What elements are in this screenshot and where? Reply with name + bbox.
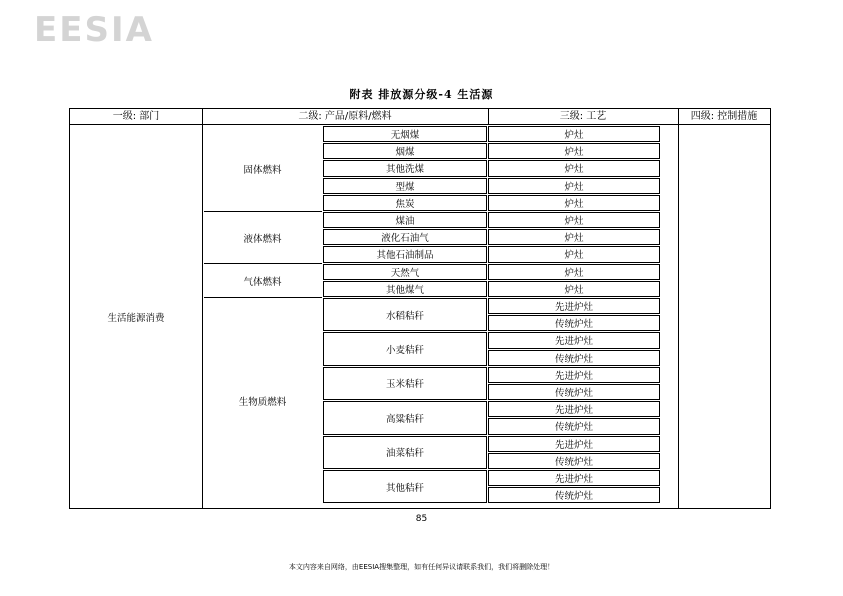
header-level3: 三级: 工艺 — [488, 109, 678, 125]
item-cell: 油菜秸秆 — [323, 436, 487, 469]
eesia-logo: EESIA — [34, 10, 154, 50]
page-title: 附表 排放源分级-4 生活源 — [349, 88, 494, 101]
process-cell: 先进炉灶 — [488, 298, 660, 314]
process-cell: 先进炉灶 — [488, 367, 660, 383]
header-divider — [488, 109, 489, 125]
process-cell: 炉灶 — [488, 178, 660, 194]
item-cell: 水稻秸秆 — [323, 298, 487, 331]
process-cell: 传统炉灶 — [488, 487, 660, 503]
process-cell: 炉灶 — [488, 229, 660, 245]
item-cell: 煤油 — [323, 212, 487, 228]
process-cell: 先进炉灶 — [488, 332, 660, 348]
process-cell: 先进炉灶 — [488, 436, 660, 452]
process-cell: 传统炉灶 — [488, 350, 660, 366]
header-divider — [202, 109, 203, 125]
header-level4: 四级: 控制措施 — [678, 109, 770, 125]
process-cell: 炉灶 — [488, 160, 660, 176]
group-label: 生物质燃料 — [238, 397, 287, 409]
process-cell: 炉灶 — [488, 246, 660, 262]
process-cell: 炉灶 — [488, 126, 660, 142]
process-cell: 炉灶 — [488, 264, 660, 280]
group-label: 气体燃料 — [243, 276, 282, 288]
column-divider — [202, 125, 203, 508]
header-level2: 二级: 产品/原料/燃料 — [202, 109, 488, 125]
process-cell: 先进炉灶 — [488, 401, 660, 417]
item-cell: 其他石油制品 — [323, 246, 487, 262]
item-cell: 玉米秸秆 — [323, 367, 487, 400]
item-cell: 型煤 — [323, 178, 487, 194]
footer-note: 本文内容来自网络，由EESIA搜集整理，如有任何异议请联系我们，我们将删除处理！ — [288, 563, 555, 571]
item-cell: 天然气 — [323, 264, 487, 280]
group-label: 液体燃料 — [243, 233, 282, 245]
item-cell: 烟煤 — [323, 143, 487, 159]
page-number: 85 — [415, 514, 428, 524]
process-cell: 炉灶 — [488, 143, 660, 159]
item-cell: 无烟煤 — [323, 126, 487, 142]
process-cell: 传统炉灶 — [488, 418, 660, 434]
item-cell: 小麦秸秆 — [323, 332, 487, 365]
process-cell: 传统炉灶 — [488, 453, 660, 469]
process-cell: 炉灶 — [488, 281, 660, 297]
header-divider — [678, 109, 679, 125]
column-divider — [678, 125, 679, 508]
level1-sector: 生活能源消费 — [107, 312, 165, 324]
process-cell: 炉灶 — [488, 212, 660, 228]
process-cell: 炉灶 — [488, 195, 660, 211]
emission-source-table — [69, 108, 771, 509]
process-cell: 先进炉灶 — [488, 470, 660, 486]
process-cell: 传统炉灶 — [488, 315, 660, 331]
item-cell: 焦炭 — [323, 195, 487, 211]
item-cell: 其他煤气 — [323, 281, 487, 297]
group-label: 固体燃料 — [243, 165, 282, 176]
item-cell: 高粱秸秆 — [323, 401, 487, 434]
header-level1: 一级: 部门 — [70, 109, 202, 125]
item-cell: 其他洗煤 — [323, 160, 487, 176]
item-cell: 液化石油气 — [323, 229, 487, 245]
process-cell: 传统炉灶 — [488, 384, 660, 400]
item-cell: 其他秸秆 — [323, 470, 487, 503]
